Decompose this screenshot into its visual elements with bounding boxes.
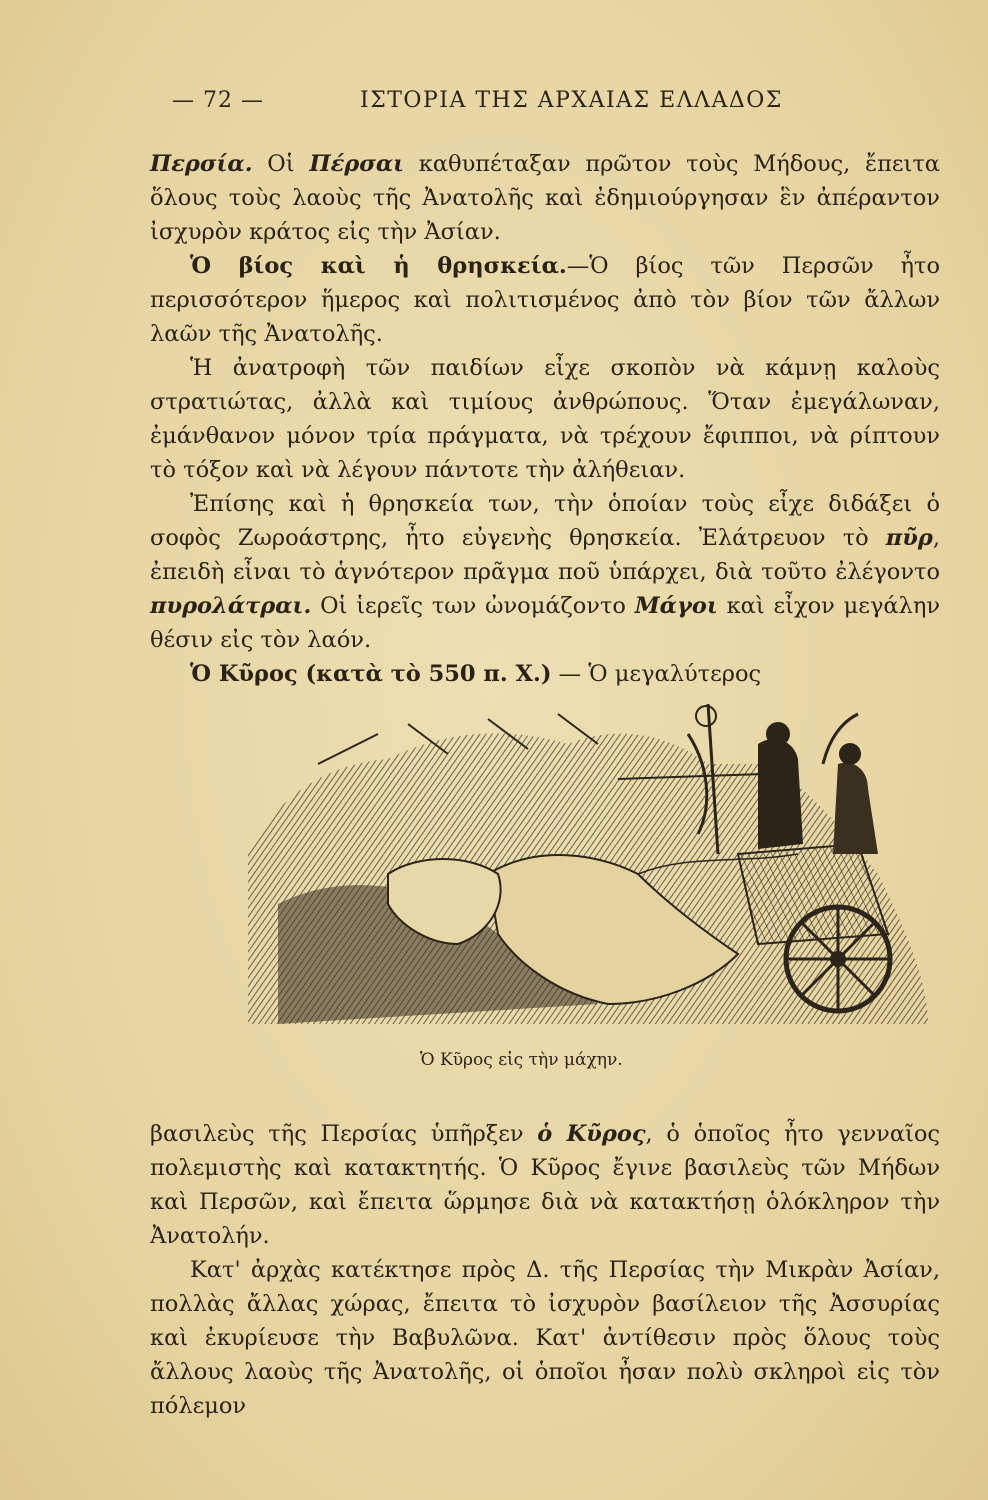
term-fire-worshippers: πυρολάτραι.: [150, 593, 312, 619]
paragraph-persia: Περσία. Οἱ Πέρσαι καθυπέταξαν πρῶτον τοὺς Μήδους, ἔπειτα ὅλους τοὺς λαοὺς τῆς Ἀνατολῆς καὶ ἐδημιούργησαν ἓν ἀπέραντον ἰσχυρὸν κράτος εἰς τὴν Ἀσίαν.: [150, 151, 940, 245]
running-title: ΙΣΤΟΡΙΑ ΤΗΣ ΑΡΧΑΙΑΣ ΕΛΛΑΔΟΣ: [360, 88, 783, 113]
section-heading-persia: Περσία.: [150, 151, 253, 177]
paragraph-cyrus-intro: Ὁ Κῦρος (κατὰ τὸ 550 π. Χ.) — Ὁ μεγαλύτερος: [190, 661, 762, 687]
page-number: — 72 —: [172, 88, 264, 113]
cyrus-battle-illustration: [238, 704, 942, 1034]
body-text-top: [150, 147, 940, 691]
paragraph-life-religion: Ὁ βίος καὶ ἡ θρησκεία.—Ὁ βίος τῶν Περσῶν ἦτο περισσότερον ἥμερος καὶ πολιτισμένος ἀπὸ τὸν βίον τῶν ἄλλων λαῶν τῆς Ἀνατολῆς.: [150, 253, 940, 347]
term-fire: πῦρ: [885, 525, 933, 551]
section-heading-life-religion: Ὁ βίος καὶ ἡ θρησκεία.: [190, 253, 567, 279]
body-text-bottom: [150, 1117, 940, 1423]
paragraph-cyrus: βασιλεὺς τῆς Περσίας ὑπῆρξεν ὁ Κῦρος, ὁ ὁποῖος ἦτο γενναῖος πολεμιστὴς καὶ κατακτητής. Ὁ Κῦρος ἔγινε βασιλεὺς τῶν Μήδων καὶ Περσῶν, καὶ ἔπειτα ὥρμησε διὰ νὰ κατακτήσῃ ὁλόκληρον τὴν Ἀνατολήν.: [150, 1121, 940, 1249]
paragraph-conquests: Κατ' ἀρχὰς κατέκτησε πρὸς Δ. τῆς Περσίας τὴν Μικρὰν Ἀσίαν, πολλὰς ἄλλας χώρας, ἔπειτα τὸ ἰσχυρὸν βασίλειον τῆς Ἀσσυρίας καὶ ἐκυρίευσε τὴν Βαβυλῶνα. Κατ' ἀντίθεσιν πρὸς ὅλους τοὺς ἄλλους λαοὺς τῆς Ἀνατολῆς, οἱ ὁποῖοι ἦσαν πολὺ σκληροὶ εἰς τὸν πόλεμον: [150, 1257, 940, 1419]
term-cyrus: ὁ Κῦρος: [537, 1121, 646, 1147]
illustration-caption: Ὁ Κῦρος εἰς τὴν μάχην.: [420, 1050, 623, 1070]
section-heading-cyrus: Ὁ Κῦρος (κατὰ τὸ 550 π. Χ.): [190, 661, 552, 687]
battle-engraving: [238, 704, 942, 1034]
term-magi: Μάγοι: [634, 593, 718, 619]
paragraph-religion: Ἐπίσης καὶ ἡ θρησκεία των, τὴν ὁποίαν τοὺς εἶχε διδάξει ὁ σοφὸς Ζωροάστρης, ἦτο εὐγενὴς θρησκεία. Ἐλάτρευον τὸ πῦρ, ἐπειδὴ εἶναι τὸ ἁγνότερον πρᾶγμα ποῦ ὑπάρχει, διὰ τοῦτο ἐλέγοντο πυρολάτραι. Οἱ ἱερεῖς των ὠνομάζοντο Μάγοι καὶ εἶχον μεγάλην θέσιν εἰς τὸν λαόν.: [150, 491, 940, 653]
term-persians: Πέρσαι: [309, 151, 405, 177]
paragraph-upbringing: Ἡ ἀνατροφὴ τῶν παιδίων εἶχε σκοπὸν νὰ κάμνῃ καλοὺς στρατιώτας, ἀλλὰ καὶ τιμίους ἀνθρώπους. Ὅταν ἐμεγάλωναν, ἐμάνθανον μόνον τρία πράγματα, νὰ τρέχουν ἔφιπποι, νὰ ρίπτουν τὸ τόξον καὶ νὰ λέγουν πάντοτε τὴν ἀλήθειαν.: [150, 355, 940, 483]
